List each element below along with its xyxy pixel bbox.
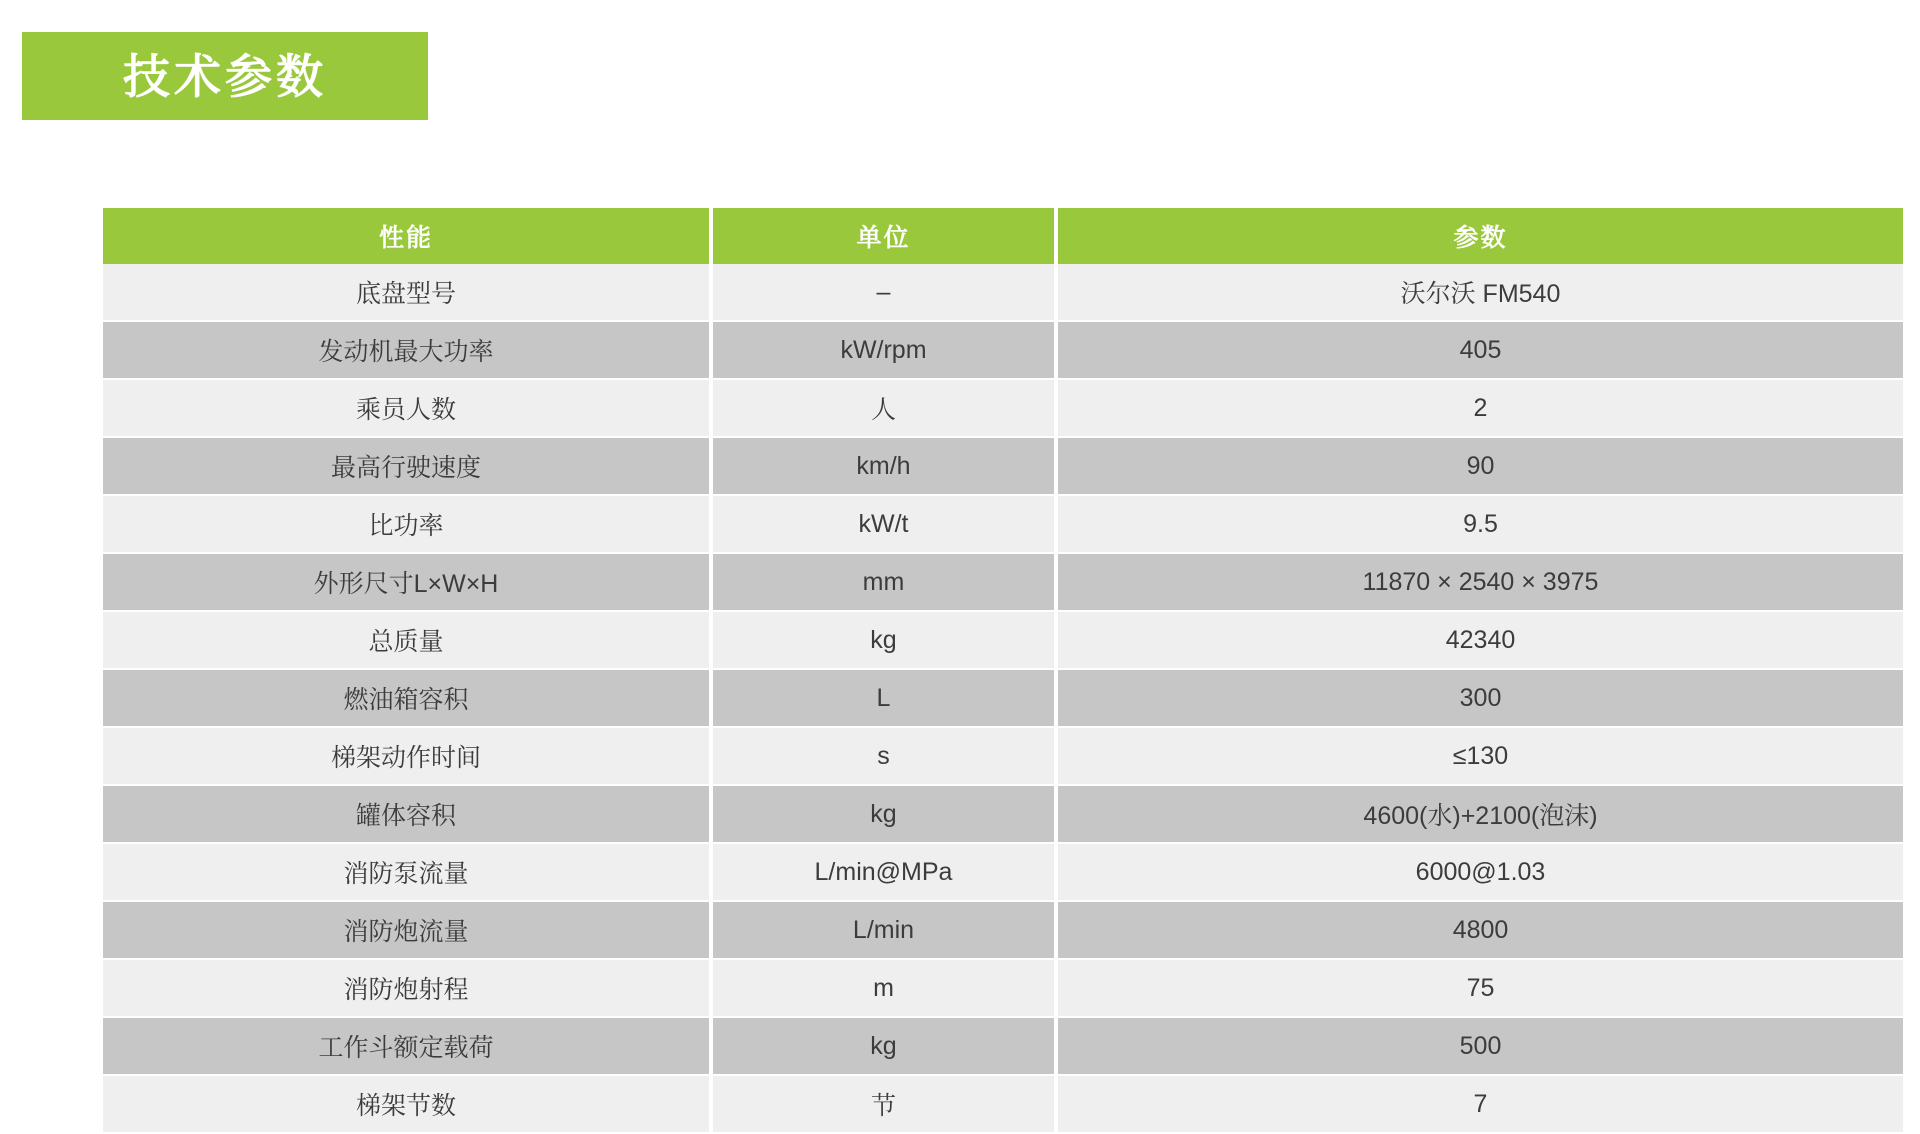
- table-body: [103, 264, 1903, 1133]
- row-name: 底盘型号: [103, 264, 711, 321]
- row-name: 总质量: [103, 611, 711, 669]
- row-name: 乘员人数: [103, 379, 711, 437]
- row-name: 梯架动作时间: [103, 727, 711, 785]
- technical-specifications-table: [103, 208, 1903, 1134]
- row-unit: L: [711, 669, 1056, 727]
- table-row: [103, 495, 1903, 553]
- row-value: 沃尔沃 FM540: [1056, 264, 1903, 321]
- row-unit: 人: [711, 379, 1056, 437]
- row-name: 消防泵流量: [103, 843, 711, 901]
- row-value: 405: [1056, 321, 1903, 379]
- row-name: 梯架节数: [103, 1075, 711, 1133]
- row-unit: kW/rpm: [711, 321, 1056, 379]
- row-unit: –: [711, 264, 1056, 321]
- row-unit: mm: [711, 553, 1056, 611]
- table-header: [103, 208, 1903, 264]
- row-value: 300: [1056, 669, 1903, 727]
- row-value: 75: [1056, 959, 1903, 1017]
- table-row: [103, 1017, 1903, 1075]
- table-row: [103, 727, 1903, 785]
- table-row: [103, 1075, 1903, 1133]
- row-unit: L/min@MPa: [711, 843, 1056, 901]
- row-value: 9.5: [1056, 495, 1903, 553]
- table-row: [103, 553, 1903, 611]
- row-name: 消防炮射程: [103, 959, 711, 1017]
- table-row: [103, 901, 1903, 959]
- row-unit: L/min: [711, 901, 1056, 959]
- row-name: 最高行驶速度: [103, 437, 711, 495]
- row-value: ≤130: [1056, 727, 1903, 785]
- row-name: 罐体容积: [103, 785, 711, 843]
- row-value: 90: [1056, 437, 1903, 495]
- row-value: 4800: [1056, 901, 1903, 959]
- table-row: [103, 843, 1903, 901]
- table-row: [103, 959, 1903, 1017]
- row-value: 7: [1056, 1075, 1903, 1133]
- table-row: [103, 611, 1903, 669]
- page-title-band: [22, 32, 428, 120]
- row-name: 外形尺寸L×W×H: [103, 553, 711, 611]
- row-unit: 节: [711, 1075, 1056, 1133]
- row-name: 比功率: [103, 495, 711, 553]
- row-name: 燃油箱容积: [103, 669, 711, 727]
- row-value: 6000@1.03: [1056, 843, 1903, 901]
- row-unit: s: [711, 727, 1056, 785]
- table-row: [103, 785, 1903, 843]
- row-unit: kg: [711, 785, 1056, 843]
- table-row: [103, 669, 1903, 727]
- row-value: 11870 × 2540 × 3975: [1056, 553, 1903, 611]
- page-title: 技术参数: [123, 49, 327, 103]
- row-unit: kg: [711, 1017, 1056, 1075]
- row-name: 工作斗额定载荷: [103, 1017, 711, 1075]
- column-header-unit: 单位: [711, 208, 1056, 264]
- row-name: 发动机最大功率: [103, 321, 711, 379]
- table-row: [103, 379, 1903, 437]
- column-header-parameter: 参数: [1056, 208, 1903, 264]
- row-unit: kg: [711, 611, 1056, 669]
- table-header-row: [103, 208, 1903, 264]
- row-unit: km/h: [711, 437, 1056, 495]
- table-row: [103, 437, 1903, 495]
- row-value: 4600(水)+2100(泡沫): [1056, 785, 1903, 843]
- column-header-performance: 性能: [103, 208, 711, 264]
- table-row: [103, 264, 1903, 321]
- row-value: 500: [1056, 1017, 1903, 1075]
- row-name: 消防炮流量: [103, 901, 711, 959]
- row-unit: m: [711, 959, 1056, 1017]
- row-unit: kW/t: [711, 495, 1056, 553]
- row-value: 2: [1056, 379, 1903, 437]
- row-value: 42340: [1056, 611, 1903, 669]
- table-row: [103, 321, 1903, 379]
